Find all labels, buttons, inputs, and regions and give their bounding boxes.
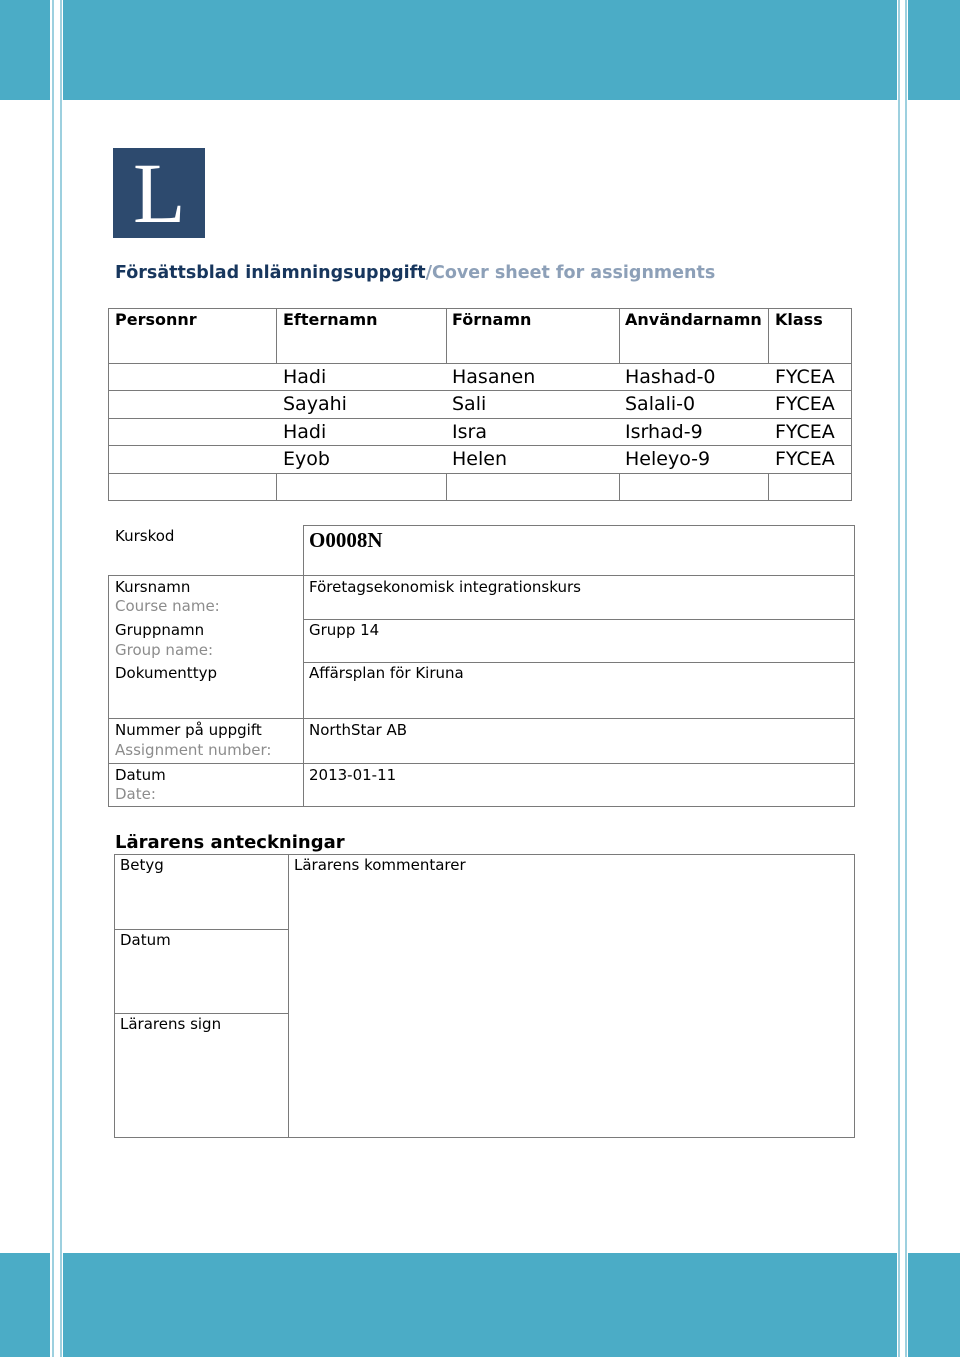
student-efternamn: Eyob [283, 448, 330, 470]
page-title [115, 262, 715, 284]
student-anvandarnamn: Hashad-0 [625, 366, 716, 388]
bottom-band-left [0, 1253, 50, 1357]
frame-line-left-inner [60, 0, 62, 1357]
student-klass: FYCEA [775, 448, 835, 470]
group-name-label-en: Group name: [115, 641, 214, 659]
frame-line-right-inner [898, 0, 900, 1357]
teacher-date-label: Datum [120, 931, 171, 949]
student-efternamn: Sayahi [283, 393, 347, 415]
students-empty-row-divider [768, 473, 769, 501]
university-logo [113, 148, 205, 238]
date-value: 2013-01-11 [309, 766, 397, 784]
frame-line-left-outer [52, 0, 54, 1357]
header-efternamn: Efternamn [283, 310, 378, 329]
course-table-rule [303, 575, 855, 576]
student-fornamn: Hasanen [452, 366, 536, 388]
title-swedish: Försättsblad inlämningsuppgift [115, 263, 426, 283]
course-code-value: O0008N [309, 528, 383, 552]
student-anvandarnamn: Salali-0 [625, 393, 696, 415]
group-name-label: Gruppnamn [115, 621, 205, 639]
students-table-rule [108, 418, 852, 419]
student-fornamn: Helen [452, 448, 507, 470]
teacher-comments-label: Lärarens kommentarer [294, 856, 466, 874]
student-klass: FYCEA [775, 366, 835, 388]
students-header-divider [768, 308, 769, 363]
students-table-rule [108, 363, 852, 364]
document-type-label: Dokumenttyp [115, 664, 217, 682]
title-english: /Cover sheet for assignments [425, 263, 716, 283]
course-name-label: Kursnamn [115, 578, 191, 596]
students-empty-row-divider [619, 473, 620, 501]
students-header-divider [619, 308, 620, 363]
students-table-rule [108, 445, 852, 446]
student-efternamn: Hadi [283, 366, 327, 388]
student-anvandarnamn: Heleyo-9 [625, 448, 711, 470]
course-labels-top-rule [108, 575, 303, 576]
header-klass: Klass [775, 310, 823, 329]
course-labels-left-rule [108, 575, 109, 719]
top-band-center [63, 0, 897, 100]
student-klass: FYCEA [775, 393, 835, 415]
students-empty-row-divider [446, 473, 447, 501]
students-empty-row-divider [276, 473, 277, 501]
students-table-rule [108, 473, 852, 474]
teacher-notes-rule [114, 929, 288, 930]
date-label-en: Date: [115, 785, 156, 803]
course-values-box [303, 525, 855, 719]
student-fornamn: Isra [452, 421, 487, 443]
student-klass: FYCEA [775, 421, 835, 443]
teacher-notes-rule [114, 1013, 288, 1014]
course-table-rule [303, 662, 855, 663]
students-header-divider [446, 308, 447, 363]
group-name-value: Grupp 14 [309, 621, 380, 639]
course-name-label-en: Course name: [115, 597, 220, 615]
course-name-value: Företagsekonomisk integrationskurs [309, 578, 581, 596]
document-type-value: Affärsplan för Kiruna [309, 664, 464, 682]
date-label: Datum [115, 766, 166, 784]
logo-letter: L [133, 148, 186, 238]
header-fornamn: Förnamn [452, 310, 532, 329]
bottom-band-center [63, 1253, 897, 1357]
grade-label: Betyg [120, 856, 164, 874]
student-efternamn: Hadi [283, 421, 327, 443]
teacher-notes-divider [288, 854, 289, 1138]
assignment-number-value: NorthStar AB [309, 721, 408, 739]
teacher-sign-label: Lärarens sign [120, 1015, 222, 1033]
students-table-rule [108, 390, 852, 391]
frame-line-right-outer [905, 0, 907, 1357]
teacher-notes-heading: Lärarens anteckningar [115, 832, 345, 853]
header-anvandarnamn: Användarnamn [625, 310, 762, 329]
teacher-notes-table [114, 854, 855, 1138]
header-personnr: Personnr [115, 310, 197, 329]
assignment-table-rule [108, 763, 855, 764]
student-fornamn: Sali [452, 393, 487, 415]
student-anvandarnamn: Isrhad-9 [625, 421, 703, 443]
top-band-left [0, 0, 50, 100]
assignment-number-label-en: Assignment number: [115, 741, 272, 759]
top-band-right [908, 0, 960, 100]
bottom-band-right [908, 1253, 960, 1357]
course-code-label: Kurskod [115, 527, 175, 545]
assignment-number-label: Nummer på uppgift [115, 721, 262, 739]
course-table-rule [303, 619, 855, 620]
students-header-divider [276, 308, 277, 363]
